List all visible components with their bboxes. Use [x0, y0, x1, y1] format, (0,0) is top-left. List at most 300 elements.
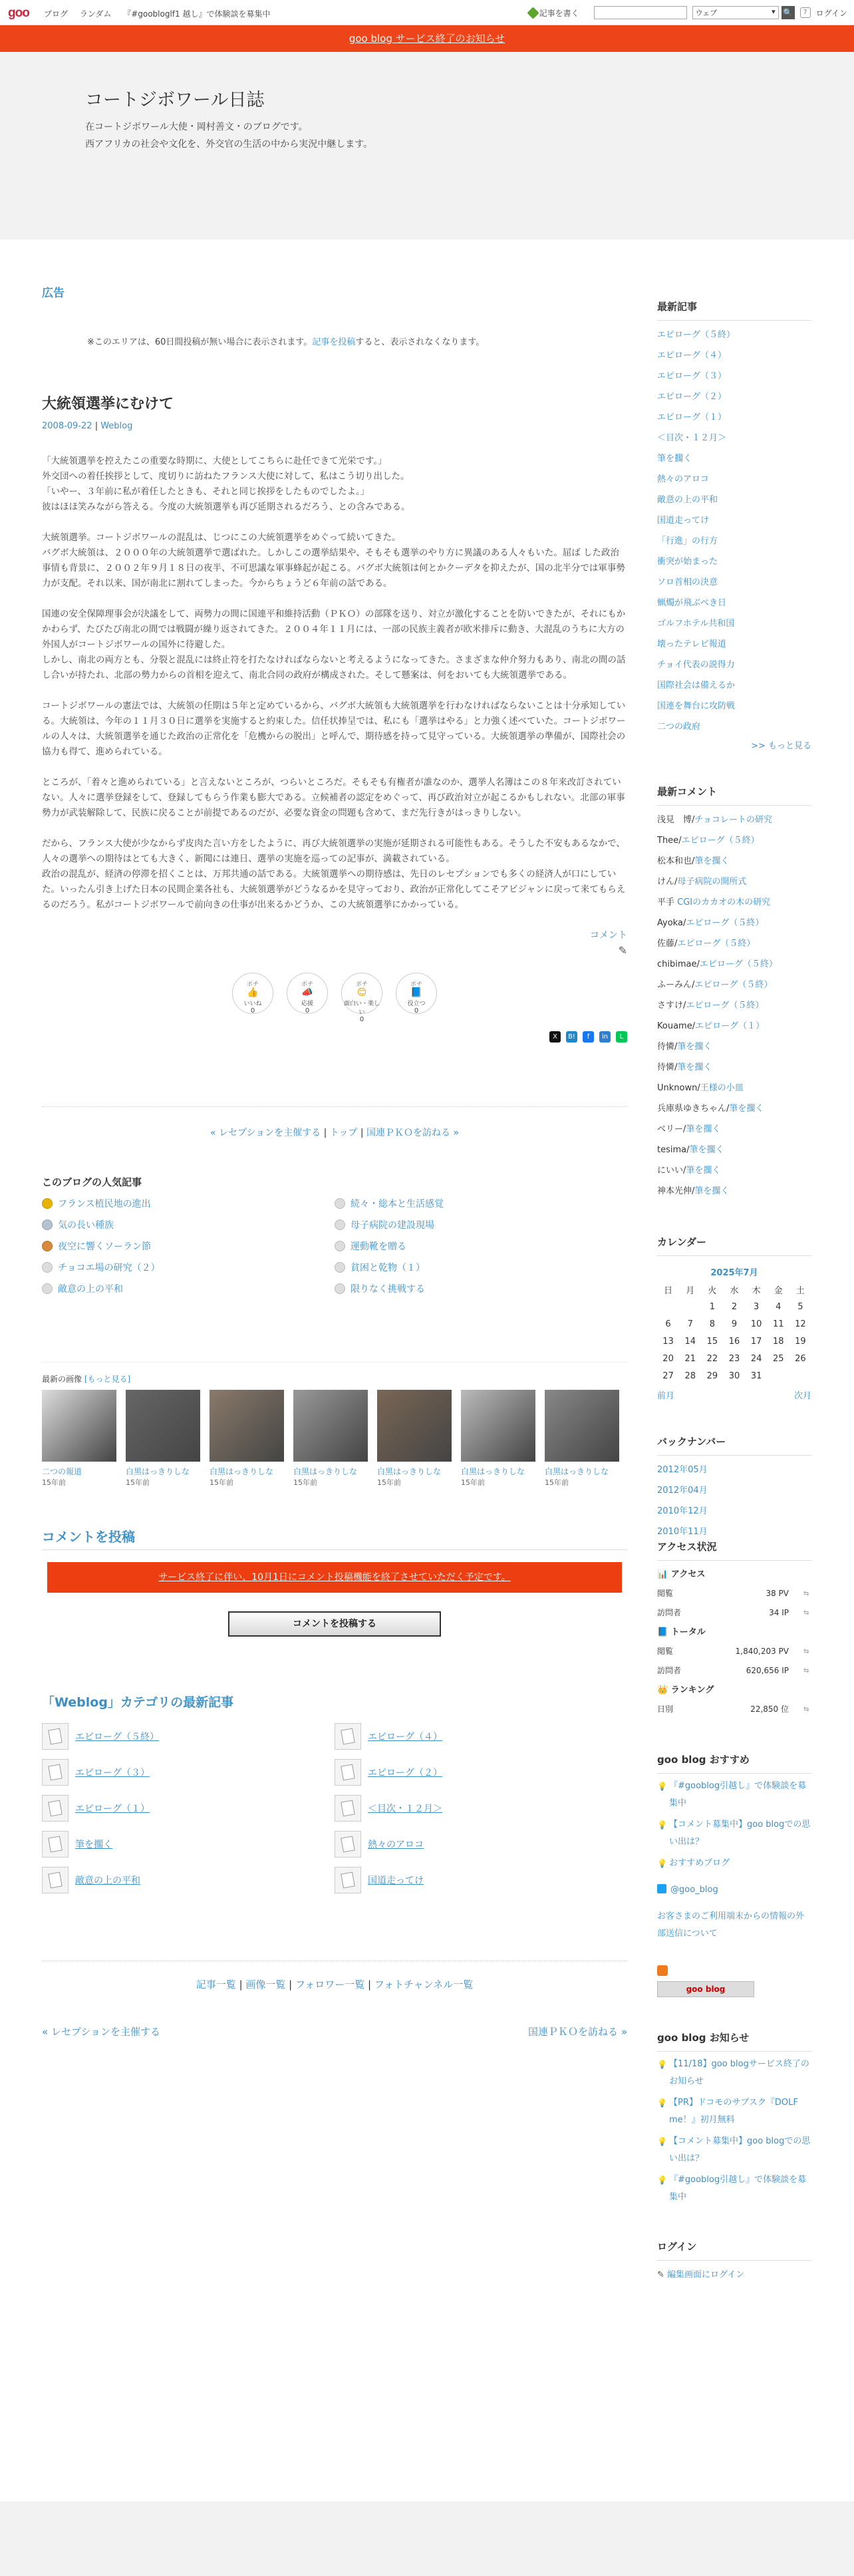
footer-link-followers[interactable]: フォロワー一覧 — [295, 1979, 365, 1991]
comment-article-link[interactable]: 筆を擱く — [686, 1166, 721, 1176]
image-thumb[interactable] — [545, 1390, 619, 1488]
goo-blog-badge[interactable]: goo blog — [657, 1981, 754, 1997]
category-article-link[interactable]: エピローグ（２） — [368, 1768, 442, 1778]
news-link[interactable]: 『#gooblog引越し』で体験談を募集中 — [669, 1781, 807, 1808]
sidebar-latest-link[interactable]: エピローグ（２） — [657, 392, 727, 402]
sidebar-backnumber — [657, 1434, 811, 1537]
entry-paragraph: 国連の安全保障理事会が決議をして、両勢力の間に国連平和維持活動（ＰＫＯ）の部隊を送り、対立が激化することを防いできたが、それにもかかわらず、たびたび南北の間では戦闘が繰り返されてきた。２００４年１１月には、一部の民族主義者が欧米排斥に動き、大混乱のうちに大方の外国人がコートジボワールの国外に待避した。 しかし、南北の両方とも、分裂と混乱には終止符を打たなければならないと考えるようになってきた。さまざまな仲介努力もあり、南北の間の話し合いが持たれ、北部の勢力からの首相を迎えて、南北合同の政府が構成された。そして懸案は、何をおいても大統領選挙である。 — [42, 609, 626, 681]
calendar-day[interactable]: 9 — [731, 1319, 738, 1329]
category-item — [42, 1758, 335, 1786]
sidebar-comment-item — [657, 1140, 811, 1160]
image-caption[interactable]: 白黒はっきりしな — [293, 1467, 358, 1476]
sidebar-calendar — [657, 1235, 811, 1401]
reaction-icon: 📣 — [301, 987, 313, 998]
calendar-week — [657, 1367, 811, 1384]
sidebar-latest-link[interactable]: 衝突が始まった — [657, 557, 718, 567]
reaction-label: いいね — [243, 1001, 262, 1007]
comment-article-link[interactable]: エピローグ（５終） — [699, 959, 778, 969]
news-item — [657, 1778, 811, 1812]
ad-post-link[interactable]: 記事を投稿 — [312, 337, 356, 347]
popular-link[interactable]: 敵意の上の平和 — [58, 1284, 123, 1295]
sidebar-latest-link[interactable]: 敵意の上の平和 — [657, 495, 718, 505]
calendar-day[interactable]: 16 — [728, 1336, 740, 1347]
rank-badge-icon — [335, 1283, 345, 1294]
comment-sep: / — [682, 918, 686, 928]
calendar-weekdays — [657, 1281, 811, 1298]
post-comment-button[interactable]: コメントを投稿する — [228, 1611, 441, 1637]
sidebar-latest-link[interactable]: エピローグ（１） — [657, 412, 727, 422]
backnumber-link[interactable]: 2010年11月 — [657, 1527, 708, 1537]
news-item — [657, 1816, 811, 1851]
recent-images-title: 最新の画像 — [42, 1374, 82, 1384]
comment-article-link[interactable]: 母子病院の開所式 — [677, 877, 747, 887]
access-title: アクセス状況 — [657, 1539, 811, 1561]
popular-link[interactable]: 貧困と乾物（１） — [351, 1263, 425, 1273]
category-article-link[interactable]: エピローグ（３） — [75, 1768, 150, 1778]
category-item — [335, 1866, 627, 1894]
footer-link-images[interactable]: 画像一覧 — [245, 1979, 286, 1991]
sidebar-latest-item — [657, 325, 811, 345]
rank-badge-icon — [42, 1241, 53, 1251]
calendar-weekday: 月 — [686, 1285, 695, 1296]
access-value: 38 PV — [766, 1589, 789, 1598]
comment-end-link[interactable]: サービス終了に伴い、10月1日にコメント投稿機能を終了させていただく予定です。 — [158, 1572, 511, 1583]
ad-label: 広告 — [42, 287, 65, 300]
sidebar — [657, 266, 811, 2285]
sidebar-comment-item — [657, 933, 811, 954]
sidebar-latest-link[interactable]: ソロ首相の決意 — [657, 577, 718, 587]
calendar-day[interactable]: 10 — [750, 1319, 762, 1329]
comment-user: Kouame — [657, 1021, 692, 1031]
rank-badge-icon — [335, 1262, 345, 1273]
share-button[interactable]: X — [549, 1031, 561, 1043]
category-item — [42, 1722, 335, 1750]
comment-sep: / — [674, 939, 678, 949]
footer-prev-link[interactable]: « レセプションを主催する — [42, 2026, 161, 2038]
image-age: 15年前 — [42, 1478, 66, 1487]
backnumber-item — [657, 1480, 811, 1501]
popular-link[interactable]: 限りなく挑戦する — [351, 1284, 425, 1295]
calendar-day[interactable]: 3 — [753, 1301, 760, 1312]
sidebar-latest-link[interactable]: エピローグ（３） — [657, 371, 727, 381]
footer-link-photo[interactable]: フォトチャンネル一覧 — [374, 1979, 474, 1991]
sidebar-latest-item — [657, 469, 811, 490]
post-article-link[interactable]: 記事を書く — [539, 8, 579, 18]
comment-sep: / — [692, 856, 695, 866]
thumbnail-photo[interactable] — [293, 1390, 368, 1462]
comment-sep: / — [683, 1124, 686, 1134]
comment-sep: / — [674, 877, 678, 887]
search-scope-select[interactable]: ウェブ ▾ — [692, 6, 779, 19]
calendar-day[interactable]: 12 — [795, 1319, 806, 1329]
sidebar-comment-item — [657, 1181, 811, 1202]
top-link[interactable]: トップ — [329, 1128, 358, 1138]
image-age: 15年前 — [210, 1478, 233, 1487]
calendar-day[interactable]: 6 — [665, 1319, 671, 1329]
calendar-day[interactable]: 25 — [773, 1353, 784, 1364]
share-button[interactable]: f — [583, 1031, 594, 1043]
access-trend-icon: ⇆ — [803, 1590, 809, 1597]
sidebar-comment-item — [657, 995, 811, 1016]
thumbnail-photo[interactable] — [210, 1390, 284, 1462]
comment-post-section — [42, 1526, 627, 1637]
sidebar-comment-list — [657, 810, 811, 1202]
footer-next-link[interactable]: 国連ＰＫＯを訪ねる » — [528, 2026, 627, 2038]
calendar-day[interactable]: 27 — [662, 1370, 674, 1381]
reaction-label: 面白い・楽しい — [343, 1001, 380, 1016]
comment-article-link[interactable]: チョコレートの研究 — [694, 815, 773, 825]
comment-user: Unknown — [657, 1083, 698, 1093]
help-icon[interactable]: ? — [800, 7, 811, 18]
calendar-day[interactable]: 11 — [773, 1319, 784, 1329]
comment-article-link[interactable]: 筆を擱く — [694, 1186, 730, 1196]
comment-user: 平手 — [657, 897, 675, 907]
ad-note-text: すると、表示されなくなります。 — [355, 337, 485, 347]
category-article-link[interactable]: エピローグ（５終） — [75, 1732, 159, 1742]
calendar-day[interactable]: 1 — [709, 1301, 715, 1312]
calendar-month[interactable]: 2025年7月 — [710, 1268, 758, 1278]
edit-pencil-icon[interactable]: ✎ — [618, 944, 627, 957]
popular-link[interactable]: 母子病院の建設現場 — [351, 1220, 434, 1231]
backnumber-link[interactable]: 2010年12月 — [657, 1506, 708, 1516]
ranking-header — [657, 1681, 811, 1700]
bulb-icon: 💡 — [657, 2175, 667, 2185]
thumbnail-photo[interactable] — [42, 1390, 116, 1462]
calendar-table — [657, 1281, 811, 1384]
category-item — [42, 1794, 335, 1822]
calendar-next-link[interactable]: 次月 — [793, 1391, 811, 1401]
calendar-day[interactable]: 14 — [684, 1336, 696, 1347]
news-link[interactable]: 【11/18】goo blogサービス終了のお知らせ — [669, 2059, 809, 2086]
header-links — [44, 8, 279, 19]
comment-article-link[interactable]: エピローグ（５終） — [686, 1001, 764, 1011]
comment-article-link[interactable]: 筆を擱く — [686, 1124, 721, 1134]
header-link-campaign[interactable]: 『#goobloglf1 越し』で体験談を募集中 — [123, 9, 271, 19]
image-caption[interactable]: 白黒はっきりしな — [545, 1467, 609, 1476]
sidebar-latest-link[interactable]: 熱々のアロコ — [657, 474, 710, 484]
sidebar-latest-item — [657, 345, 811, 366]
category-article-link[interactable]: 熱々のアロコ — [368, 1840, 424, 1850]
popular-link[interactable]: 運動靴を贈る — [351, 1241, 406, 1252]
footer-link-articles[interactable]: 記事一覧 — [196, 1979, 236, 1991]
reaction-button[interactable] — [396, 973, 437, 1014]
news-link[interactable]: 『#gooblog引越し』で体験談を募集中 — [669, 2175, 807, 2202]
comment-user: 佐藤 — [657, 939, 675, 949]
category-latest-title: 「Weblog」カテゴリの最新記事 — [42, 1695, 234, 1710]
backnumber-link[interactable]: 2012年05月 — [657, 1465, 708, 1475]
article-icon — [335, 1831, 361, 1857]
calendar-day[interactable]: 4 — [776, 1301, 782, 1312]
image-caption[interactable]: 白黒はっきりしな — [126, 1467, 190, 1476]
image-thumb[interactable] — [42, 1390, 116, 1488]
thumbnail-photo[interactable] — [461, 1390, 535, 1462]
access-key: 訪問者 — [657, 1666, 682, 1675]
sidebar-latest-item — [657, 655, 811, 675]
footer-links — [42, 1961, 627, 1991]
image-caption[interactable]: 白黒はっきりしな — [210, 1467, 274, 1476]
entry-category[interactable]: Weblog — [100, 421, 133, 431]
sidebar-latest-link[interactable]: 国連を舞台に攻防戦 — [657, 701, 736, 711]
category-article-link[interactable]: 筆を擱く — [75, 1840, 112, 1850]
privacy-link[interactable]: お客さまのご利用端末からの情報の外部送信について — [657, 1911, 805, 1939]
entry-paragraph: 大統領選挙。コートジボワールの混乱は、じつにこの大統領選挙をめぐって続いてきた。 バグボ大統領は、２０００年の大統領選挙で選ばれた。しかしこの選挙結果や、そもそも選挙のやり方に異議のある人々もいた。屈ば した政治事情も背景に、２００２年９月１８日の夜半、不可思議な軍事蜂起が起こる。バグボ大統領は何とかクーデタを抑えたが、国の北半分では軍事勢力が支配。それ以来、国が南北に割れてしまった。今からちょうど６年前の話である。 — [42, 532, 625, 589]
category-article-link[interactable]: エピローグ（４） — [368, 1732, 442, 1742]
news-link[interactable]: 【コメント募集中】goo blogでの思い出は？ — [669, 2136, 811, 2164]
comment-user: 兵庫県ゆきちゃん — [657, 1104, 727, 1114]
comment-sep: / — [683, 1166, 686, 1176]
category-latest — [42, 1692, 627, 1894]
comment-article-link[interactable]: 筆を擱く — [689, 1145, 724, 1155]
image-row — [42, 1390, 627, 1488]
edit-icon: ✎ — [657, 2270, 668, 2280]
comment-sep: / — [726, 1104, 730, 1114]
image-thumb[interactable] — [377, 1390, 452, 1488]
goo-news-title: goo blog お知らせ — [657, 2030, 811, 2052]
category-article-link[interactable]: エピローグ（１） — [75, 1804, 150, 1814]
sidebar-latest-item — [657, 717, 811, 737]
reaction-button[interactable] — [232, 973, 273, 1014]
calendar-day[interactable]: 31 — [750, 1370, 762, 1381]
comment-article-link[interactable]: エピローグ（５終） — [677, 939, 756, 949]
news-item — [657, 2056, 811, 2090]
rank-badge-icon — [42, 1262, 53, 1273]
comment-sep: / — [692, 1186, 695, 1196]
comment-article-link[interactable]: エピローグ（５終） — [681, 836, 760, 846]
calendar-day — [768, 1367, 789, 1384]
calendar-day[interactable]: 2 — [731, 1301, 738, 1312]
comment-article-link[interactable]: CGIのカカオの木の研究 — [677, 897, 771, 907]
reaction-button[interactable] — [287, 973, 328, 1014]
sidebar-latest-item — [657, 366, 811, 387]
sidebar-latest-link[interactable]: 「行進」の行方 — [657, 536, 718, 546]
image-caption[interactable]: 白黒はっきりしな — [377, 1467, 442, 1476]
calendar-day[interactable]: 23 — [728, 1353, 740, 1364]
sidebar-latest-link[interactable]: 国道走ってけ — [657, 516, 710, 526]
sidebar-latest-link[interactable]: ゴルフホテル共和国 — [657, 619, 735, 629]
reaction-label: 応援 — [301, 1001, 313, 1007]
entry-paragraph: コートジボワールの憲法では、大統領の任期は５年と定めているから、バグボ大統領も大統領選挙を行わなければならないことは十分承知している。大統領は、今年の１１月３０日に選挙を実施すると約束した。信任状捧呈では、私にも「選挙はやる」と力強く述べていた。コートジボワールの人々は、大統領選挙を通じた政治の正常化を「危機からの脱出」と呼んで、期待感を持って見守っている。大統領選挙の準備が、国際社会の協力も得て、進められている。 — [42, 701, 626, 757]
sidebar-latest-item — [657, 613, 811, 634]
category-item — [42, 1830, 335, 1858]
bulb-icon: 💡 — [657, 2137, 667, 2146]
calendar-body — [657, 1298, 811, 1384]
blog-title[interactable]: コートジボワール日誌 — [85, 90, 265, 110]
sidebar-access — [657, 1539, 811, 1719]
sidebar-latest-link[interactable]: 国際社会は備えるか — [657, 681, 736, 691]
share-button[interactable]: in — [599, 1031, 611, 1043]
calendar-day[interactable]: 22 — [706, 1353, 718, 1364]
prev-entry-link[interactable]: « レセプションを主催する — [210, 1128, 321, 1138]
blog-description — [85, 118, 372, 153]
article-icon — [42, 1831, 69, 1857]
category-latest-grid — [42, 1722, 627, 1894]
header-link-random[interactable]: ランダム — [79, 9, 112, 19]
bulb-icon: 💡 — [657, 1782, 667, 1791]
entry-title[interactable]: 大統領選挙にむけて — [42, 396, 174, 412]
comment-article-link[interactable]: 王様の小皿 — [700, 1083, 744, 1093]
sidebar-latest-link[interactable]: 二つの政府 — [657, 722, 701, 732]
bulb-icon: 💡 — [657, 1820, 667, 1830]
comment-link[interactable]: コメント — [590, 930, 627, 941]
calendar-day[interactable]: 5 — [797, 1301, 803, 1312]
calendar-day[interactable]: 7 — [687, 1319, 693, 1329]
rss-icon[interactable] — [657, 1965, 668, 1976]
popular-link[interactable]: チョコエ場の研究（２） — [58, 1263, 160, 1273]
popular-link[interactable]: フランス植民地の進出 — [58, 1199, 151, 1209]
next-entry-link[interactable]: 国連ＰＫＯを訪ねる » — [366, 1128, 460, 1138]
bulb-icon: 💡 — [657, 2098, 667, 2108]
calendar-day[interactable]: 28 — [684, 1370, 696, 1381]
comment-article-link[interactable]: エピローグ（１） — [695, 1021, 765, 1031]
calendar-day[interactable]: 13 — [662, 1336, 674, 1347]
image-caption[interactable]: 二つの報道 — [42, 1467, 82, 1476]
calendar-weekday: 火 — [708, 1285, 717, 1296]
calendar-prev-link[interactable]: 前月 — [657, 1391, 675, 1401]
news-item — [657, 2094, 811, 2129]
comment-article-link[interactable]: 筆を擱く — [694, 856, 730, 866]
calendar-day[interactable]: 19 — [795, 1336, 806, 1347]
thumbnail-photo[interactable] — [377, 1390, 452, 1462]
sidebar-latest-link[interactable]: エピローグ（４） — [657, 351, 727, 361]
category-article-link[interactable]: 敵意の上の平和 — [75, 1875, 140, 1886]
calendar-day[interactable]: 20 — [662, 1353, 674, 1364]
category-article-link[interactable]: ＜目次・１２月＞ — [368, 1804, 442, 1814]
comment-article-link[interactable]: 筆を擱く — [677, 1062, 712, 1072]
news-link[interactable]: おすすめブログ — [669, 1858, 730, 1868]
calendar-weekday: 土 — [795, 1285, 805, 1296]
recent-images-more[interactable]: [もっと見る] — [84, 1374, 131, 1384]
blog-description-line: 在コートジボワール大使・岡村善文・のブログです。 — [85, 122, 308, 132]
comment-article-link[interactable]: 筆を擱く — [677, 1042, 712, 1052]
calendar-week — [657, 1315, 811, 1333]
comment-user: chibimae — [657, 959, 697, 969]
access-icon: 📊 — [657, 1569, 671, 1579]
calendar-day[interactable]: 8 — [709, 1319, 715, 1329]
sidebar-latest-link[interactable]: 壊ったテレビ報道 — [657, 639, 726, 649]
calendar-day[interactable]: 17 — [750, 1336, 762, 1347]
image-caption[interactable]: 白黒はっきりしな — [461, 1467, 525, 1476]
category-item — [335, 1722, 627, 1750]
thumbnail-photo[interactable] — [545, 1390, 619, 1462]
article-icon — [42, 1759, 69, 1786]
thumbnail-photo[interactable] — [126, 1390, 200, 1462]
sidebar-latest-link[interactable]: 蝋燭が飛ぶべき日 — [657, 598, 727, 608]
popular-item — [42, 1282, 335, 1295]
comment-article-link[interactable]: エピローグ（５終） — [694, 980, 773, 990]
comment-user: Ayoka — [657, 918, 683, 928]
login-link[interactable]: ログイン — [815, 8, 847, 18]
reaction-icon: 👍 — [247, 987, 259, 998]
sidebar-latest-link[interactable]: チョイ代表の説得力 — [657, 660, 735, 670]
sidebar-latest-item — [657, 387, 811, 407]
category-article-link[interactable]: 国道走ってけ — [368, 1875, 424, 1886]
rank-badge-icon — [42, 1198, 53, 1209]
sidebar-latest-item — [657, 675, 811, 696]
calendar-day[interactable]: 29 — [706, 1370, 718, 1381]
search-input[interactable] — [594, 6, 687, 19]
calendar-day[interactable]: 18 — [773, 1336, 784, 1347]
calendar-day[interactable]: 21 — [684, 1353, 696, 1364]
sidebar-latest-link[interactable]: エピローグ（５終） — [657, 330, 736, 340]
article-icon — [335, 1759, 361, 1786]
service-end-link[interactable]: goo blog サービス終了のお知らせ — [349, 33, 505, 45]
sidebar-comment-item — [657, 830, 811, 851]
access-rows — [657, 1584, 811, 1623]
comment-user: けん — [657, 877, 675, 887]
goo-logo[interactable]: goo — [8, 6, 29, 20]
backnumber-list[interactable] — [657, 1460, 811, 1537]
sidebar-latest-item — [657, 531, 811, 552]
twitter-link[interactable]: @goo_blog — [670, 1885, 718, 1895]
popular-link[interactable]: 続々・総本と生活感覚 — [351, 1199, 444, 1209]
reaction-button[interactable] — [341, 973, 382, 1023]
image-thumb[interactable] — [126, 1390, 200, 1488]
sidebar-latest-link[interactable]: ＜目次・１２月＞ — [657, 433, 727, 443]
share-button[interactable]: B! — [566, 1031, 577, 1043]
comment-user: Thee — [657, 836, 679, 846]
calendar-day[interactable]: 15 — [706, 1336, 718, 1347]
rank-badge-icon — [335, 1241, 345, 1251]
access-trend-icon: ⇆ — [803, 1706, 809, 1713]
article-icon — [335, 1723, 361, 1750]
comment-user: 浅見 博 — [657, 815, 692, 825]
popular-link[interactable]: 気の長い種族 — [58, 1220, 114, 1231]
login-edit-link[interactable]: 編集画面にログイン — [667, 2270, 745, 2280]
access-value: 34 IP — [769, 1608, 789, 1617]
calendar-title: カレンダー — [657, 1235, 811, 1256]
goo-recommend-list — [657, 1778, 811, 1872]
calendar-day[interactable]: 30 — [728, 1370, 740, 1381]
backnumber-link[interactable]: 2012年04月 — [657, 1486, 708, 1496]
header-link-blog[interactable]: ブログ — [44, 9, 69, 19]
backnumber-title: バックナンバー — [657, 1434, 811, 1456]
share-button[interactable]: L — [616, 1031, 627, 1043]
search-button[interactable]: 🔍 — [782, 6, 795, 19]
comment-article-link[interactable]: エピローグ（５終） — [686, 918, 764, 928]
news-link[interactable]: 【PR】ドコモのサブスク『DOLF me！』初月無料 — [669, 2098, 798, 2125]
image-thumb[interactable] — [461, 1390, 535, 1488]
sidebar-comment-item — [657, 872, 811, 892]
sidebar-latest-item — [657, 634, 811, 655]
recent-images-header — [42, 1373, 627, 1384]
comment-link-row — [42, 928, 627, 941]
news-item — [657, 1855, 811, 1872]
sidebar-comment-item — [657, 1160, 811, 1181]
comment-sep: / — [686, 1145, 690, 1155]
image-thumb[interactable] — [210, 1390, 284, 1488]
access-value: 22,850 位 — [750, 1704, 789, 1714]
comment-user: 神本光伸 — [657, 1186, 692, 1196]
comment-sep: / — [674, 1062, 678, 1072]
news-item — [657, 2133, 811, 2168]
sidebar-latest-more[interactable]: >> もっと見る — [751, 741, 811, 751]
image-age: 15年前 — [461, 1478, 485, 1487]
calendar-day[interactable]: 26 — [795, 1353, 806, 1364]
news-link[interactable]: 【コメント募集中】goo blogでの思い出は？ — [669, 1820, 811, 1847]
entry-date[interactable]: 2008-09-22 — [42, 421, 92, 431]
article-icon — [42, 1867, 69, 1893]
sidebar-latest-link[interactable]: 筆を擱く — [657, 454, 692, 464]
calendar-day[interactable]: 24 — [750, 1353, 762, 1364]
sidebar-comment-item — [657, 1078, 811, 1098]
popular-link[interactable]: 夜空に響くソーラン節 — [58, 1241, 151, 1252]
comment-article-link[interactable]: 筆を擱く — [729, 1104, 764, 1114]
image-thumb[interactable] — [293, 1390, 368, 1488]
rss-row — [657, 1965, 811, 1997]
entry-paragraph: だから、フランス大使が少なからず皮肉た言い方をしたように、再び大統領選挙の実施が延期される可能性もある。そうした不安もあるなかで、人々の選挙への期待はとても大きく、新聞には連日、選挙の実施を巡っての記事が、満載されている。 政治の混乱が、経済の停滞を招くことは、万邦共通の話である。大統領選挙への期待感は、先日のレセプションでも多くの経済人が口にしていた。いったん引き上げた日本の民間企業各社も、大統領選挙がどうなるかを見守っており、政治が正常化してこそアビジャンに戻って来てもらえるのだろう。私がコートジボワールで前向きの仕事が出来るかどうか、この大統領選挙にかかっている。 — [42, 838, 626, 910]
backnumber-item — [657, 1501, 811, 1522]
comment-sep: / — [692, 1021, 696, 1031]
